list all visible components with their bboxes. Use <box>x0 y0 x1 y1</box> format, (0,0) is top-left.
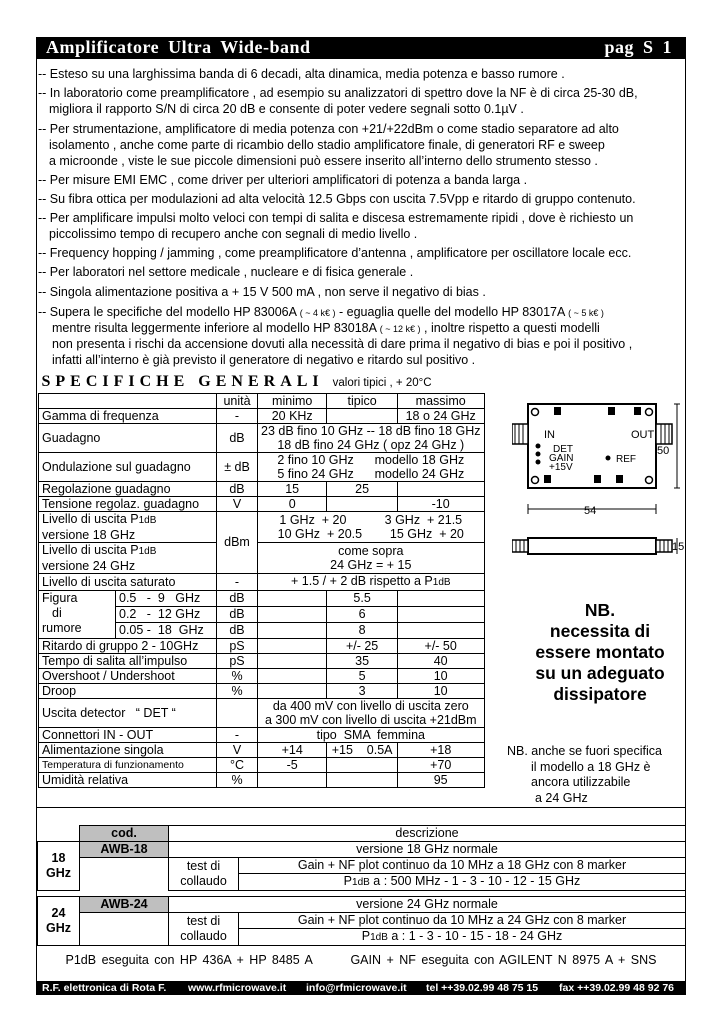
bullet-2-cont: migliora il rapporto S/N di circa 20 dB e consente di poter vedere segnali sotto 0.1µV . <box>49 102 524 116</box>
bullet-6: -- Per amplificare impulsi molto veloci con tempi di salita e discesa estremamente ripidi , dove è richiesto un <box>38 211 634 225</box>
bullet-10: -- Supera le specifiche del modello HP 83006A ( ~ 4 k€ ) - eguaglia quelle del modello HP 83017A ( ~ 5 k€ ) <box>38 305 604 319</box>
dim-width-label: 54 <box>584 505 597 517</box>
table-row: dB 6 <box>39 606 485 622</box>
table-row: Temperatura di funzionamento °C -5 +70 <box>39 757 485 772</box>
col-cod: cod. <box>80 826 169 842</box>
table-row: Alimentazione singola V +14 +15 0.5A +18 <box>39 742 485 757</box>
table-row: Livello di uscita saturato - + 1.5 / + 2 dB rispetto a P1dB <box>39 573 485 590</box>
company-name: R.F. elettronica di Rota F. <box>42 982 167 994</box>
bullet-7: -- Frequency hopping / jamming , come preamplificatore d’antenna , amplificatore per oscillatore locale ecc. <box>38 246 632 260</box>
table-row: Tempo di salita all’impulso pS 35 40 <box>39 653 485 668</box>
dimension-width <box>528 504 656 517</box>
table-row: 18 GHz AWB-18 versione 18 GHz normale <box>38 842 686 858</box>
table-row: Droop % 3 10 <box>39 683 485 698</box>
page-number: pag S 1 <box>604 37 672 57</box>
order-codes-table-24 <box>37 896 686 946</box>
table-row: Ondulazione sul guadagno ± dB 2 fino 10 GHz modello 18 GHz 5 fino 24 GHz modello 24 GHz <box>39 452 485 481</box>
dim-height-label: 50 <box>657 445 670 457</box>
table-row: test di collaudo Gain + NF plot continuo da 10 MHz a 24 GHz con 8 marker <box>38 913 686 929</box>
table-row <box>39 393 485 408</box>
bullet-6-cont: piccolissimo tempo di recupero anche con segnali di medio livello . <box>49 227 418 241</box>
table-row: Connettori IN - OUT - tipo SMA femmina <box>39 727 485 742</box>
table-row: dB 8 <box>39 622 485 638</box>
table-row: Livello di uscita P1dB versione 24 GHz come sopra 24 GHz = + 15 <box>39 542 485 573</box>
code-awb24: AWB-24 <box>80 897 169 913</box>
gain-label: GAIN <box>549 453 574 464</box>
in-label: IN <box>544 429 555 441</box>
measurement-note: P1dB eseguita con HP 436A + HP 8485 A GAIN + NF eseguita con AGILENT N 8975 A + SNS <box>65 953 657 967</box>
col-max: massimo <box>397 393 484 408</box>
col-desc: descrizione <box>169 826 686 842</box>
bullet-3: -- Per strumentazione, amplificatore di media potenza con +21/+22dBm o come stadio separatore ad alto <box>38 122 619 136</box>
table-row: Guadagno dB 23 dB fino 10 GHz -- 18 dB fino 18 GHz 18 dB fino 24 GHz ( opz 24 GHz ) <box>39 423 485 452</box>
dimension-height <box>657 404 680 488</box>
amplifier-drawing <box>512 402 684 568</box>
bullet-10-cont: non presenta i rischi da accensione dovuti alla necessità di dare prima il negativo di bias e poi il positivo , <box>52 337 633 351</box>
table-row: P1dB a : 500 MHz - 1 - 3 - 10 - 12 - 15 GHz <box>38 874 686 891</box>
out-label: OUT <box>631 429 655 441</box>
det-label: DET <box>553 444 573 455</box>
dim-side-label: 15 <box>672 541 684 553</box>
table-row: Uscita detector “ DET “ da 400 mV con livello di uscita zero a 300 mV con livello di uscita +21dBm <box>39 698 485 727</box>
website-link[interactable]: www.rfmicrowave.it <box>188 982 287 994</box>
contact-bar <box>36 981 686 995</box>
bullet-3-cont: isolamento , anche come parte di ricambio dello stadio amplificatore finale, di generatori RF e sweep <box>49 138 605 152</box>
phone-number: tel ++39.02.99 48 75 15 <box>426 982 539 994</box>
email-link[interactable]: info@rfmicrowave.it <box>306 982 407 994</box>
col-unit: unità <box>217 393 258 408</box>
bullet-2: -- In laboratorio come preamplificatore , ad esempio su analizzatori di spettro dove la NF è di circa 25-30 dB, <box>38 86 638 100</box>
top-view <box>512 404 672 488</box>
bullet-1: -- Esteso su una larghissima banda di 6 decadi, alta dinamica, media potenza e basso rumore . <box>38 67 565 81</box>
bullet-10-cont: mentre risulta leggermente inferiore al modello HP 83018A ( ~ 12 k€ ) , inoltre rispetto a questi modelli <box>52 321 600 335</box>
divider <box>36 945 686 946</box>
table-row: Livello di uscita P1dB versione 18 GHz dBm 1 GHz + 20 3 GHz + 21.5 10 GHz + 20.5 15 GHz + 20 <box>39 511 485 542</box>
bullet-9: -- Singola alimentazione positiva a + 15 V 500 mA , non serve il negativo di bias . <box>38 285 486 299</box>
spec-table <box>38 373 485 788</box>
table-row: Regolazione guadagno dB 15 25 <box>39 481 485 496</box>
spec-title: SPECIFICHE GENERALI valori tipici , + 20°C <box>41 373 432 391</box>
table-row: test di collaudo Gain + NF plot continuo da 10 MHz a 18 GHz con 8 marker <box>38 858 686 874</box>
code-awb18: AWB-18 <box>80 842 169 858</box>
table-row: Ritardo di gruppo 2 - 10GHz pS +/- 25 +/- 50 <box>39 638 485 653</box>
divider <box>36 807 686 808</box>
table-row: Umidità relativa % 95 <box>39 772 485 787</box>
table-row: Figura di rumore 0.5 - 9 GHz 0.2 - 12 GHz 0.05 - 18 GHz dB 5.5 <box>39 590 485 606</box>
bullet-8: -- Per laboratori nel settore medicale , nucleare e di fisica generale . <box>38 265 414 279</box>
supply-label: +15V <box>549 462 573 473</box>
bullet-3-cont: a microonde , viste le sue piccole dimensioni può essere inserito all’interno dello strumento stesso . <box>49 154 598 168</box>
ref-label: REF <box>616 454 636 465</box>
col-min: minimo <box>258 393 327 408</box>
table-row: Gamma di frequenza - 20 KHz 18 o 24 GHz <box>39 408 485 423</box>
table-row <box>38 826 686 842</box>
table-row: Tensione regolaz. guadagno V 0 -10 <box>39 496 485 511</box>
bullet-4: -- Per misure EMI EMC , come driver per ulteriori amplificatori di potenza a banda larga . <box>38 173 528 187</box>
bullet-5: -- Su fibra ottica per modulazioni ad alta velocità 12.5 Gbps con uscita 7.5Vpp e ritardo di gruppo contenuto. <box>38 192 636 206</box>
frequency-note: NB. anche se fuori specifica il modello a 18 GHz è ancora utilizzabile a 24 GHz <box>507 744 662 805</box>
col-typ: tipico <box>327 393 397 408</box>
table-row: P1dB a : 1 - 3 - 10 - 15 - 18 - 24 GHz <box>38 929 686 946</box>
mounting-note: NB. necessita di essere montato su un adeguato dissipatore <box>535 600 665 704</box>
side-view <box>512 538 684 554</box>
table-row: Overshoot / Undershoot % 5 10 <box>39 668 485 683</box>
page-header <box>36 37 686 59</box>
page-title: Amplificatore Ultra Wide-band <box>46 37 311 57</box>
bullet-10-cont: infatti all’interno è già previsto il generatore di negativo e ritardo sul positivo . <box>52 353 476 367</box>
order-codes-table <box>37 825 686 891</box>
table-row: 24 GHz AWB-24 versione 24 GHz normale <box>38 897 686 913</box>
fax-number: fax ++39.02.99 48 92 76 <box>559 982 675 994</box>
